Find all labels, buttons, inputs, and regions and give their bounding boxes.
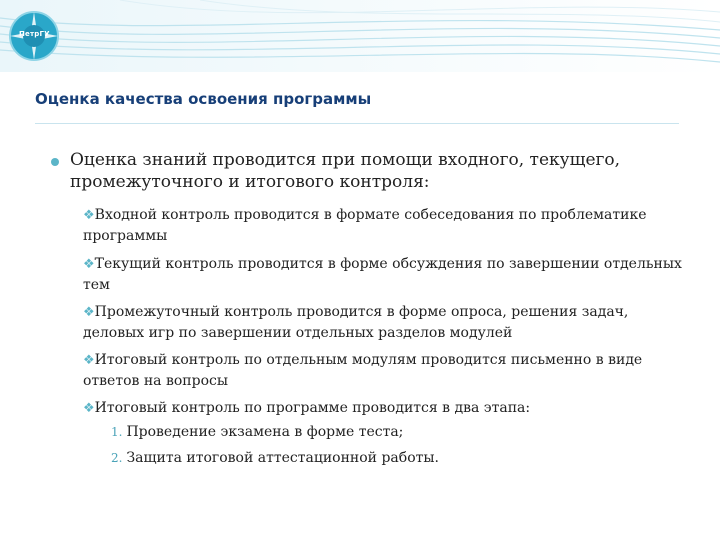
sub-bullet-item: [83, 254, 688, 295]
sub-bullet-item: [83, 398, 688, 419]
sub-bullet-item: [83, 350, 688, 391]
item-number: 2.: [111, 451, 123, 465]
sub-bullet-text: Входной контроль проводится в формате собеседования по проблематике программы: [83, 207, 647, 244]
sub-bullet-text: Промежуточный контроль проводится в форме опроса, решения задач, деловых игр по завершении отдельных разделов модулей: [83, 304, 629, 341]
sub-bullet-text: Текущий контроль проводится в форме обсуждения по завершении отдельных тем: [83, 256, 682, 293]
diamond-bullet-icon: ❖: [83, 305, 95, 320]
numbered-item: [111, 448, 439, 468]
sub-bullet-item: [83, 302, 688, 343]
diamond-bullet-icon: ❖: [83, 257, 95, 272]
diamond-bullet-icon: ❖: [83, 208, 95, 223]
item-text: Защита итоговой аттестационной работы.: [126, 450, 439, 466]
main-bullet-text: Оценка знаний проводится при помощи входного, текущего, промежуточного и итогового контроля:: [70, 150, 621, 192]
slide-title: Оценка качества освоения программы: [35, 90, 372, 108]
diamond-bullet-icon: ❖: [83, 401, 95, 416]
round-bullet-icon: [51, 158, 59, 166]
item-text: Проведение экзамена в форме теста;: [126, 424, 404, 440]
sub-bullet-item: [83, 205, 688, 246]
diamond-bullet-icon: ❖: [83, 353, 95, 368]
sub-bullet-text: Итоговый контроль по программе проводится в два этапа:: [94, 400, 531, 416]
logo-text: ПетрГУ: [19, 30, 50, 38]
numbered-item: [111, 422, 403, 442]
item-number: 1.: [111, 425, 123, 439]
sub-bullet-text: Итоговый контроль по отдельным модулям проводится письменно в виде ответов на вопросы: [83, 352, 643, 389]
